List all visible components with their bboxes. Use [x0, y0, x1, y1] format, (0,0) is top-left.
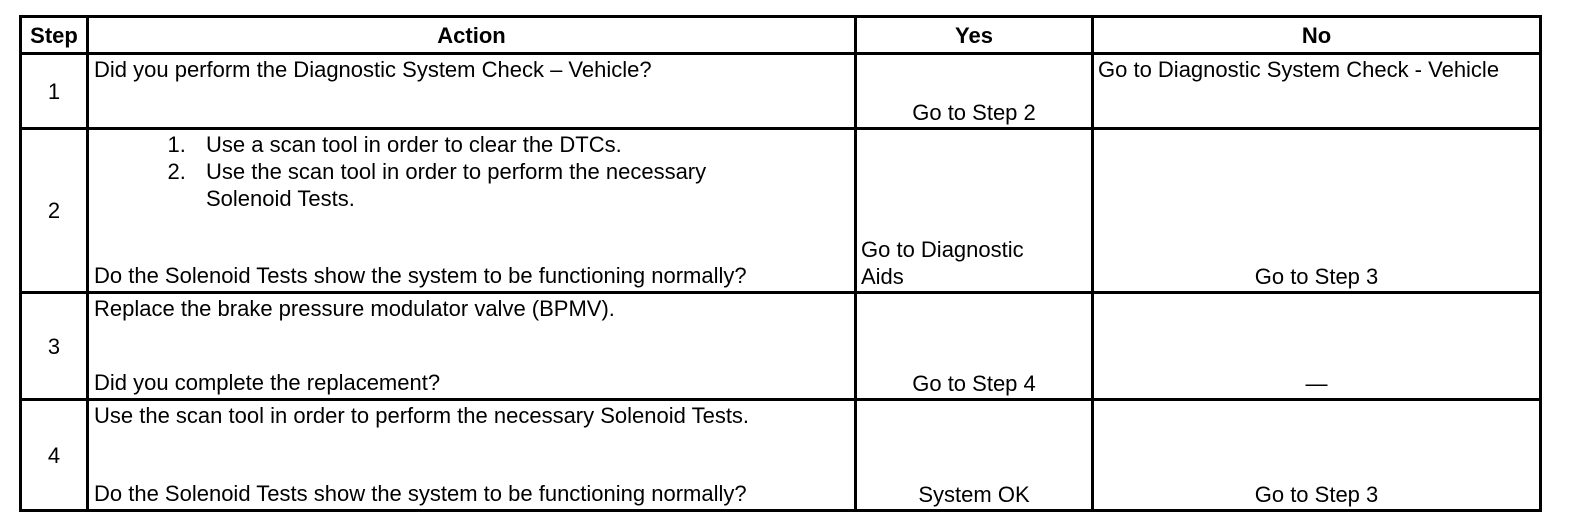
action-instruction: Use the scan tool in order to perform the necessary Solenoid Tests. — [94, 403, 750, 429]
action-question: Do the Solenoid Tests show the system to be functioning normally? — [94, 481, 747, 506]
header-step: Step — [21, 17, 88, 54]
table-row-step-4 — [21, 400, 1541, 511]
action-question: Do the Solenoid Tests show the system to be functioning normally? — [94, 263, 747, 289]
no-cell: Go to Diagnostic System Check - Vehicle — [1093, 54, 1541, 129]
header-action: Action — [88, 17, 856, 54]
header-no: No — [1093, 17, 1541, 54]
step-number: 1 — [21, 54, 88, 129]
table-row-step-3 — [21, 293, 1541, 400]
action-cell — [88, 400, 856, 511]
yes-cell: Go to Diagnostic Aids — [856, 129, 1093, 293]
yes-cell: Go to Step 4 — [856, 293, 1093, 400]
action-question: Did you complete the replacement? — [94, 370, 441, 396]
yes-cell: System OK — [856, 400, 1093, 511]
yes-cell: Go to Step 2 — [856, 54, 1093, 129]
header-yes: Yes — [856, 17, 1093, 54]
action-cell — [88, 129, 856, 293]
diagnostic-table — [19, 15, 1542, 512]
list-item: 1. Use a scan tool in order to clear the DTCs. — [192, 131, 850, 158]
step-number: 4 — [21, 400, 88, 511]
table-row-step-1 — [21, 54, 1541, 129]
action-cell — [88, 54, 856, 129]
instruction-list — [94, 131, 850, 212]
table-row-step-2 — [21, 129, 1541, 293]
step-number: 3 — [21, 293, 88, 400]
header-row — [21, 17, 1541, 54]
action-instruction: Replace the brake pressure modulator valve (BPMV). — [94, 296, 615, 322]
action-instructions — [94, 131, 850, 212]
list-item: 2. Use the scan tool in order to perform the necessary Solenoid Tests. — [192, 158, 850, 212]
step-number: 2 — [21, 129, 88, 293]
action-question: Did you perform the Diagnostic System Check – Vehicle? — [94, 57, 652, 82]
no-cell: Go to Step 3 — [1093, 129, 1541, 293]
no-cell: — — [1093, 293, 1541, 400]
action-cell — [88, 293, 856, 400]
no-cell: Go to Step 3 — [1093, 400, 1541, 511]
